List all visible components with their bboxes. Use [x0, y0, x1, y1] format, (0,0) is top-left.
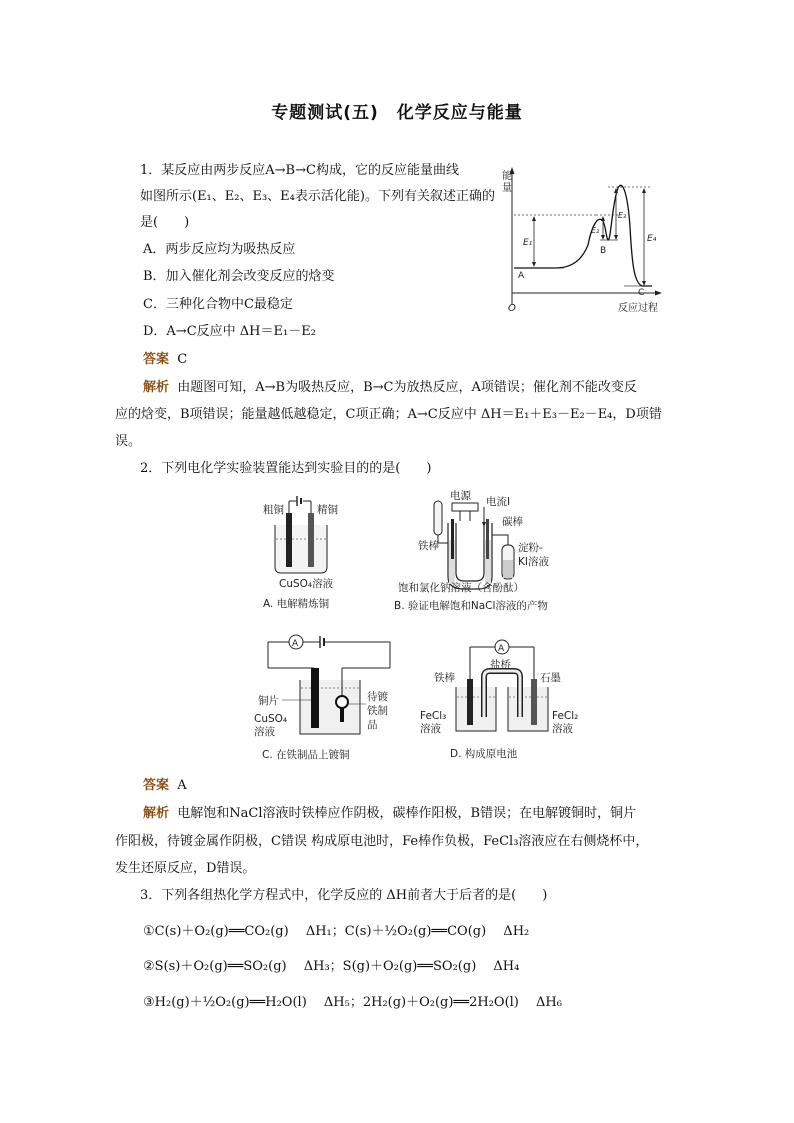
fig-a-pure-copper-label: 精铜: [317, 504, 338, 516]
species-a-label: A: [518, 271, 525, 281]
fig-b-ki-label-2: KI溶液: [518, 556, 549, 568]
fig-b-current-label: 电流I: [486, 496, 511, 508]
origin-label: O: [508, 303, 516, 314]
figure-d-galvanic-cell: [420, 635, 585, 765]
figure-c-copper-plating: [250, 630, 400, 765]
fig-d-right-sol-1: FeCl₂: [552, 710, 579, 722]
figure-b-brine-electrolysis: [390, 485, 590, 615]
fig-d-left-sol-1: FeCl₃: [420, 710, 447, 722]
q1-stem-line2: 如图所示(E₁、E₂、E₃、E₄表示活化能)。下列有关叙述正确的: [140, 189, 495, 204]
q1-option-a: A．两步反应均为吸热反应: [143, 242, 296, 257]
fig-d-bridge-label: 盐桥: [490, 659, 511, 671]
fig-b-brine-label: 饱和氯化钠溶液（含酚酞）: [398, 582, 524, 594]
e1-label: E₁: [523, 238, 533, 248]
q1-option-b: B．加入催化剂会改变反应的焓变: [143, 269, 335, 284]
q1-stem-line3: 是( ): [140, 215, 190, 230]
fig-d-caption: D. 构成原电池: [450, 748, 518, 760]
y-label-1: 能: [502, 171, 512, 182]
species-c-label: C: [638, 288, 645, 298]
answer-label: 答案: [143, 352, 170, 367]
fig-b-power-label: 电源: [450, 490, 471, 502]
q2-explanation-line2: 作阳极，待镀金属作阴极，C错误 构成原电池时，Fe棒作负极，FeCl₃溶液应在右侧烧杯中，: [115, 834, 649, 849]
fig-c-sol-label-1: CuSO₄: [254, 713, 288, 725]
fig-d-right-sol-2: 溶液: [552, 723, 573, 735]
fig-a-crude-copper-label: 粗铜: [263, 504, 284, 516]
explanation-text: 由题图可知，A→B为吸热反应，B→C为放热反应，A项错误；催化剂不能改变反: [177, 380, 637, 395]
species-b-label: B: [600, 246, 607, 256]
fig-b-carbon-label: 碳棒: [502, 516, 523, 528]
answer-value: C: [177, 352, 188, 367]
fig-a-solution-label: CuSO₄溶液: [279, 578, 334, 590]
fig-d-left-sol-2: 溶液: [420, 723, 441, 735]
q3-equation-1: ①C(s)＋O₂(g)══CO₂(g) ΔH₁；C(s)＋½O₂(g)══CO(g) ΔH₂: [143, 924, 530, 939]
q2-explanation-line1: [143, 805, 636, 823]
fig-d-ammeter-label: A: [498, 644, 505, 654]
q1-option-d: D．A→C反应中 ΔH＝E₁－E₂: [143, 324, 316, 339]
q3-equation-2: ②S(s)＋O₂(g)══SO₂(g) ΔH₃；S(g)＋O₂(g)══SO₂(g) ΔH₄: [143, 959, 520, 974]
q1-stem-line1: 1．某反应由两步反应A→B→C构成，它的反应能量曲线: [140, 163, 459, 178]
energy-curve: [514, 185, 652, 286]
e3-label: E₃: [618, 211, 627, 220]
y-label-2: 量: [502, 183, 512, 194]
answer-value: A: [177, 778, 187, 793]
fig-a-caption: A. 电解精炼铜: [263, 598, 330, 610]
q1-option-c: C．三种化合物中C最稳定: [143, 297, 293, 312]
q2-explanation-line3: 发生还原反应，D错误。: [115, 861, 256, 876]
q1-answer: [143, 351, 187, 369]
fig-b-caption: B. 验证电解饱和NaCl溶液的产物: [394, 600, 548, 612]
page-title: 专题测试(五) 化学反应与能量: [271, 103, 523, 123]
e4-label: E₄: [647, 234, 657, 244]
explanation-label: 解析: [143, 380, 170, 395]
fig-c-caption: C. 在铁制品上镀铜: [262, 749, 350, 761]
fig-c-sol-label-2: 溶液: [254, 726, 275, 738]
e2-label: E₂: [591, 226, 600, 235]
answer-label: 答案: [143, 778, 170, 793]
fig-c-item-label-2: 铁制: [367, 705, 388, 717]
fig-c-item-label-1: 待镀: [367, 691, 388, 703]
fig-c-item-label-3: 品: [367, 719, 378, 731]
explanation-text: 电解饱和NaCl溶液时铁棒应作阴极，碳棒作阳极，B错误；在电解镀铜时，铜片: [177, 806, 637, 821]
explanation-label: 解析: [143, 806, 170, 821]
fig-c-copper-label: 铜片: [258, 695, 279, 707]
x-label: 反应过程: [618, 303, 658, 314]
fig-d-iron-label: 铁棒: [434, 672, 455, 684]
x-axis-arrow: [655, 291, 662, 296]
q2-stem: 2．下列电化学实验装置能达到实验目的的是( ): [140, 461, 432, 476]
q2-answer: [143, 777, 187, 795]
fig-d-graphite-label: 石墨: [540, 672, 561, 684]
figure-a-electrorefining: [255, 495, 385, 615]
q1-explanation-line2: 应的焓变，B项错误；能量越低越稳定，C项正确；A→C反应中 ΔH＝E₁＋E₃－E₂－E₄，D项错: [115, 407, 662, 422]
q1-explanation-line3: 误。: [115, 434, 142, 449]
q1-explanation-line1: [143, 379, 637, 397]
fig-b-ki-label-1: 淀粉-: [518, 542, 543, 554]
fig-c-ammeter-label: A: [292, 639, 299, 649]
fig-b-iron-label: 铁棒: [418, 540, 439, 552]
energy-diagram: [500, 165, 670, 315]
q3-equation-3: ③H₂(g)＋½O₂(g)══H₂O(l) ΔH₅；2H₂(g)＋O₂(g)══2H₂O(l) ΔH₆: [143, 995, 562, 1010]
q3-stem: 3．下列各组热化学方程式中，化学反应的 ΔH前者大于后者的是( ): [140, 888, 548, 903]
